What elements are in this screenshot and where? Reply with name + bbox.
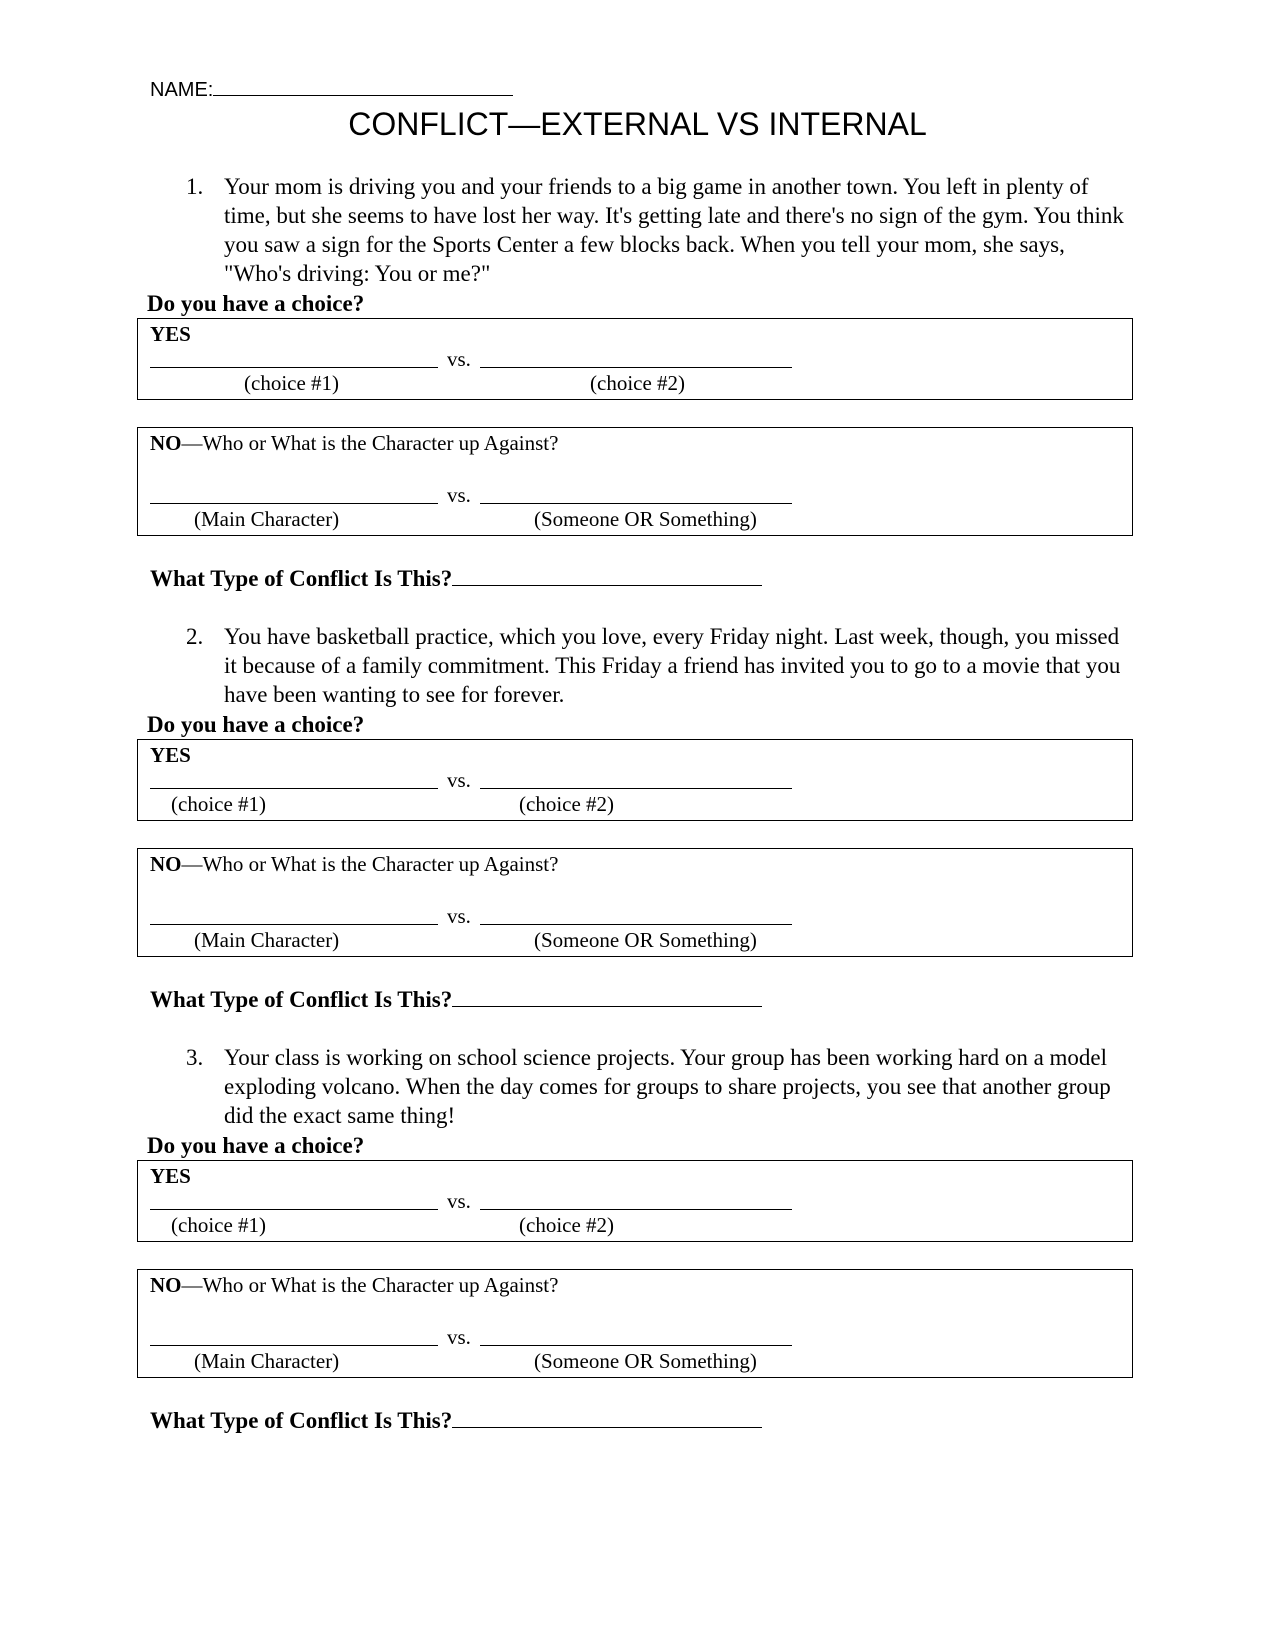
choice-1-blank[interactable]: [150, 1209, 438, 1210]
conflict-type-question[interactable]: What Type of Conflict Is This?: [150, 986, 762, 1013]
choice-2-caption: (choice #2): [519, 1213, 615, 1237]
someone-something-caption: (Someone OR Something): [534, 1349, 757, 1373]
no-question: NO—Who or What is the Character up Against?: [150, 852, 559, 876]
no-question: NO—Who or What is the Character up Against?: [150, 1273, 559, 1297]
choice-2-blank[interactable]: [480, 367, 792, 368]
choice-1-caption: (choice #1): [171, 792, 267, 816]
choice-2-caption: (choice #2): [590, 371, 686, 395]
vs-label: vs.: [447, 904, 471, 928]
conflict-type-question[interactable]: What Type of Conflict Is This?: [150, 1407, 762, 1434]
yes-label: YES: [150, 743, 191, 767]
main-character-caption: (Main Character): [194, 928, 340, 952]
opponent-blank[interactable]: [480, 1345, 792, 1346]
page-title: CONFLICT—EXTERNAL VS INTERNAL: [348, 106, 927, 142]
scenario-text: You have basketball practice, which you love, every Friday night. Last week, though, you missed it because of a family commitment. This Friday a friend has invited you to go to a movie that you have been wanting to see for forever.: [224, 624, 1121, 707]
scenario-number: 1.: [186, 174, 204, 199]
name-blank[interactable]: [213, 77, 513, 96]
choice-1-caption: (choice #1): [171, 1213, 267, 1237]
choice-2-blank[interactable]: [480, 1209, 792, 1210]
conflict-type-blank[interactable]: [452, 565, 762, 586]
choice-question: Do you have a choice?: [147, 1133, 365, 1158]
no-question: NO—Who or What is the Character up Against?: [150, 431, 559, 455]
choice-1-caption: (choice #1): [244, 371, 340, 395]
conflict-type-question[interactable]: What Type of Conflict Is This?: [150, 565, 762, 592]
main-character-caption: (Main Character): [194, 1349, 340, 1373]
opponent-blank[interactable]: [480, 924, 792, 925]
yes-box: [137, 1160, 1133, 1242]
scenario-number: 2.: [186, 624, 204, 649]
scenario-number: 3.: [186, 1045, 204, 1070]
choice-1-blank[interactable]: [150, 788, 438, 789]
yes-box: [137, 739, 1133, 821]
yes-label: YES: [150, 322, 191, 346]
name-field[interactable]: [150, 77, 513, 102]
yes-box: [137, 318, 1133, 400]
conflict-type-blank[interactable]: [452, 1407, 762, 1428]
vs-label: vs.: [447, 768, 471, 792]
scenario-text: Your class is working on school science projects. Your group has been working hard on a model exploding volcano. When the day comes for groups to share projects, you see that another group did the exact same thing!: [224, 1045, 1111, 1128]
yes-label: YES: [150, 1164, 191, 1188]
opponent-blank[interactable]: [480, 503, 792, 504]
main-character-caption: (Main Character): [194, 507, 340, 531]
vs-label: vs.: [447, 1325, 471, 1349]
no-box: [137, 1269, 1133, 1378]
choice-2-blank[interactable]: [480, 788, 792, 789]
scenario-3: [186, 1043, 1126, 1130]
choice-1-blank[interactable]: [150, 367, 438, 368]
name-label: NAME:: [150, 79, 214, 101]
vs-label: vs.: [447, 1189, 471, 1213]
scenario-2: [186, 622, 1126, 709]
main-character-blank[interactable]: [150, 1345, 438, 1346]
no-box: [137, 848, 1133, 957]
choice-question: Do you have a choice?: [147, 291, 365, 316]
vs-label: vs.: [447, 483, 471, 507]
scenario-text: Your mom is driving you and your friends to a big game in another town. You left in plenty of time, but she seems to have lost her way. It's getting late and there's no sign of the gym. You think you saw a sign for the Sports Center a few blocks back. When you tell your mom, she says, "Who's driving: You or me?": [224, 174, 1124, 286]
choice-question: Do you have a choice?: [147, 712, 365, 737]
conflict-type-blank[interactable]: [452, 986, 762, 1007]
main-character-blank[interactable]: [150, 924, 438, 925]
scenario-1: [186, 172, 1126, 288]
vs-label: vs.: [447, 347, 471, 371]
someone-something-caption: (Someone OR Something): [534, 928, 757, 952]
no-box: [137, 427, 1133, 536]
choice-2-caption: (choice #2): [519, 792, 615, 816]
someone-something-caption: (Someone OR Something): [534, 507, 757, 531]
main-character-blank[interactable]: [150, 503, 438, 504]
